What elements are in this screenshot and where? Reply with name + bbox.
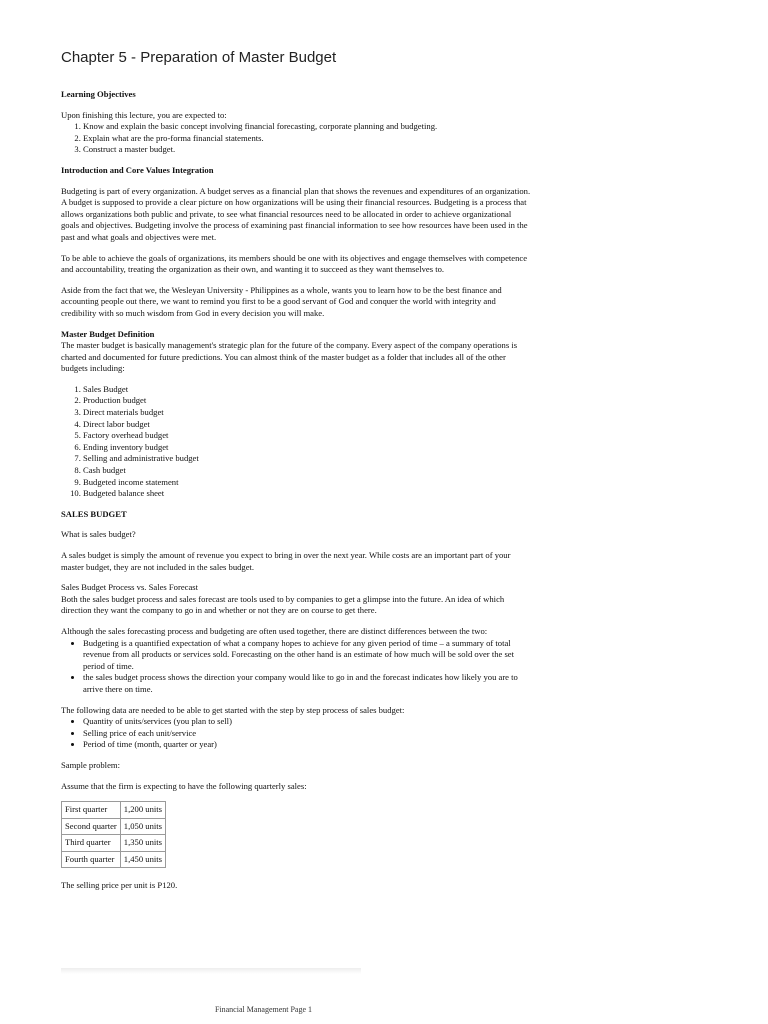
table-cell: First quarter [62,802,121,819]
list-item: 2. Explain what are the pro-forma financial statements. [83,133,531,145]
data-needed-list [61,716,531,751]
page-footer: Financial Management Page 1 [214,1005,313,1014]
paragraph: The master budget is basically management's strategic plan for the future of the company. Every aspect of the company operations is charted and documented for future predictions. You can almost think of the master budget as a folder that includes all of the other budgets including: [61,340,518,374]
table-row [62,835,166,852]
list-item: 1. Sales Budget [83,384,531,396]
paragraph: Although the sales forecasting process and budgeting are often used together, there are distinct differences between the two: [61,625,488,636]
list-item: 5. Factory overhead budget [83,430,531,442]
paragraph: Budgeting is part of every organization. A budget serves as a financial plan that shows the revenues and expenditures of an organization. A budget is supposed to provide a clear picture on how organizations will be using their financial resources. Budgeting is a process that allows organizations both public and private, to see what financial resources need to be allocated in order to achieve organizational goals and objectives. Budgeting involve the process of examining past financial information to see how resources have been used in the past and what goals and objectives were met. [61,185,531,242]
paragraph: To be able to achieve the goals of organizations, its members should be one with its objectives and engage themselves with competence and accountability, treating the organization as their own, and wanting it to succeed as they want themselves to. [61,252,528,275]
paragraph: Assume that the firm is expecting to have the following quarterly sales: [61,780,307,791]
document-page [61,48,531,901]
master-budget-list [61,384,531,500]
learning-objectives-heading: Learning Objectives [61,89,136,99]
sales-budget-heading: SALES BUDGET [61,508,127,519]
list-item: • Budgeting is a quantified expectation of what a company hopes to achieve for any given period of time – a summary of total revenue from all products or services sold. Forecasting on the other hand is an estimate of how much will be sold over the set period of time. [83,638,531,673]
paragraph: Aside from the fact that we, the Wesleyan University - Philippines as a whole, wants you to learn how to be the best finance and accounting people out there, we want to remind you first to be a good servant of God and conquer the world with integrity and credibility with so much wisdom from God in every decision you will make. [61,284,502,318]
paragraph: What is sales budget? [61,529,136,540]
learning-objectives-list [61,121,531,156]
list-item: 6. Ending inventory budget [83,442,531,454]
list-item: 3. Direct materials budget [83,407,531,419]
master-budget-heading: Master Budget Definition [61,328,155,339]
list-item: 4. Direct labor budget [83,419,531,431]
quarterly-sales-table [61,801,166,868]
table-row [62,851,166,868]
page-title: Chapter 5 - Preparation of Master Budget [61,49,337,66]
list-item: 7. Selling and administrative budget [83,453,531,465]
table-cell: 1,200 units [120,802,165,819]
paragraph: The selling price per unit is P120. [61,880,178,891]
list-item: 3. Construct a master budget. [83,144,531,156]
table-cell: 1,350 units [120,835,165,852]
subheading: Sales Budget Process vs. Sales Forecast [61,582,199,593]
list-item: 8. Cash budget [83,465,531,477]
table-cell: 1,050 units [120,818,165,835]
list-item: 1. Know and explain the basic concept involving financial forecasting, corporate planning and budgeting. [83,121,531,133]
paragraph: The following data are needed to be able to get started with the step by step process of sales budget: [61,704,405,715]
table-cell: Second quarter [62,818,121,835]
list-item: • Period of time (month, quarter or year) [83,739,531,751]
table-cell: Fourth quarter [62,851,121,868]
intro-core-heading: Introduction and Core Values Integration [61,164,214,175]
table-cell: 1,450 units [120,851,165,868]
differences-list [61,638,531,696]
list-item: • Quantity of units/services (you plan to sell) [83,716,531,728]
table-row [62,818,166,835]
list-item: 2. Production budget [83,395,531,407]
list-item: • the sales budget process shows the direction your company would like to go in and the forecast indicates how likely you are to arrive there on time. [83,672,531,695]
paragraph: Both the sales budget process and sales forecast are tools used to by companies to get a glimpse into the future. An idea of which direction they want the company to go in and whether or not they are on course to get there. [61,593,505,616]
cut-off-text-line [61,968,361,974]
table-cell: Third quarter [62,835,121,852]
paragraph: A sales budget is simply the amount of revenue you expect to bring in over the next year. While costs are an important part of your master budget, they are not included in the sales budget. [61,550,511,572]
learning-intro: Upon finishing this lecture, you are expected to: [61,109,227,120]
list-item: • Selling price of each unit/service [83,728,531,740]
paragraph: Sample problem: [61,759,120,770]
list-item: 9. Budgeted income statement [83,477,531,489]
table-row [62,802,166,819]
list-item: 10. Budgeted balance sheet [83,488,531,500]
